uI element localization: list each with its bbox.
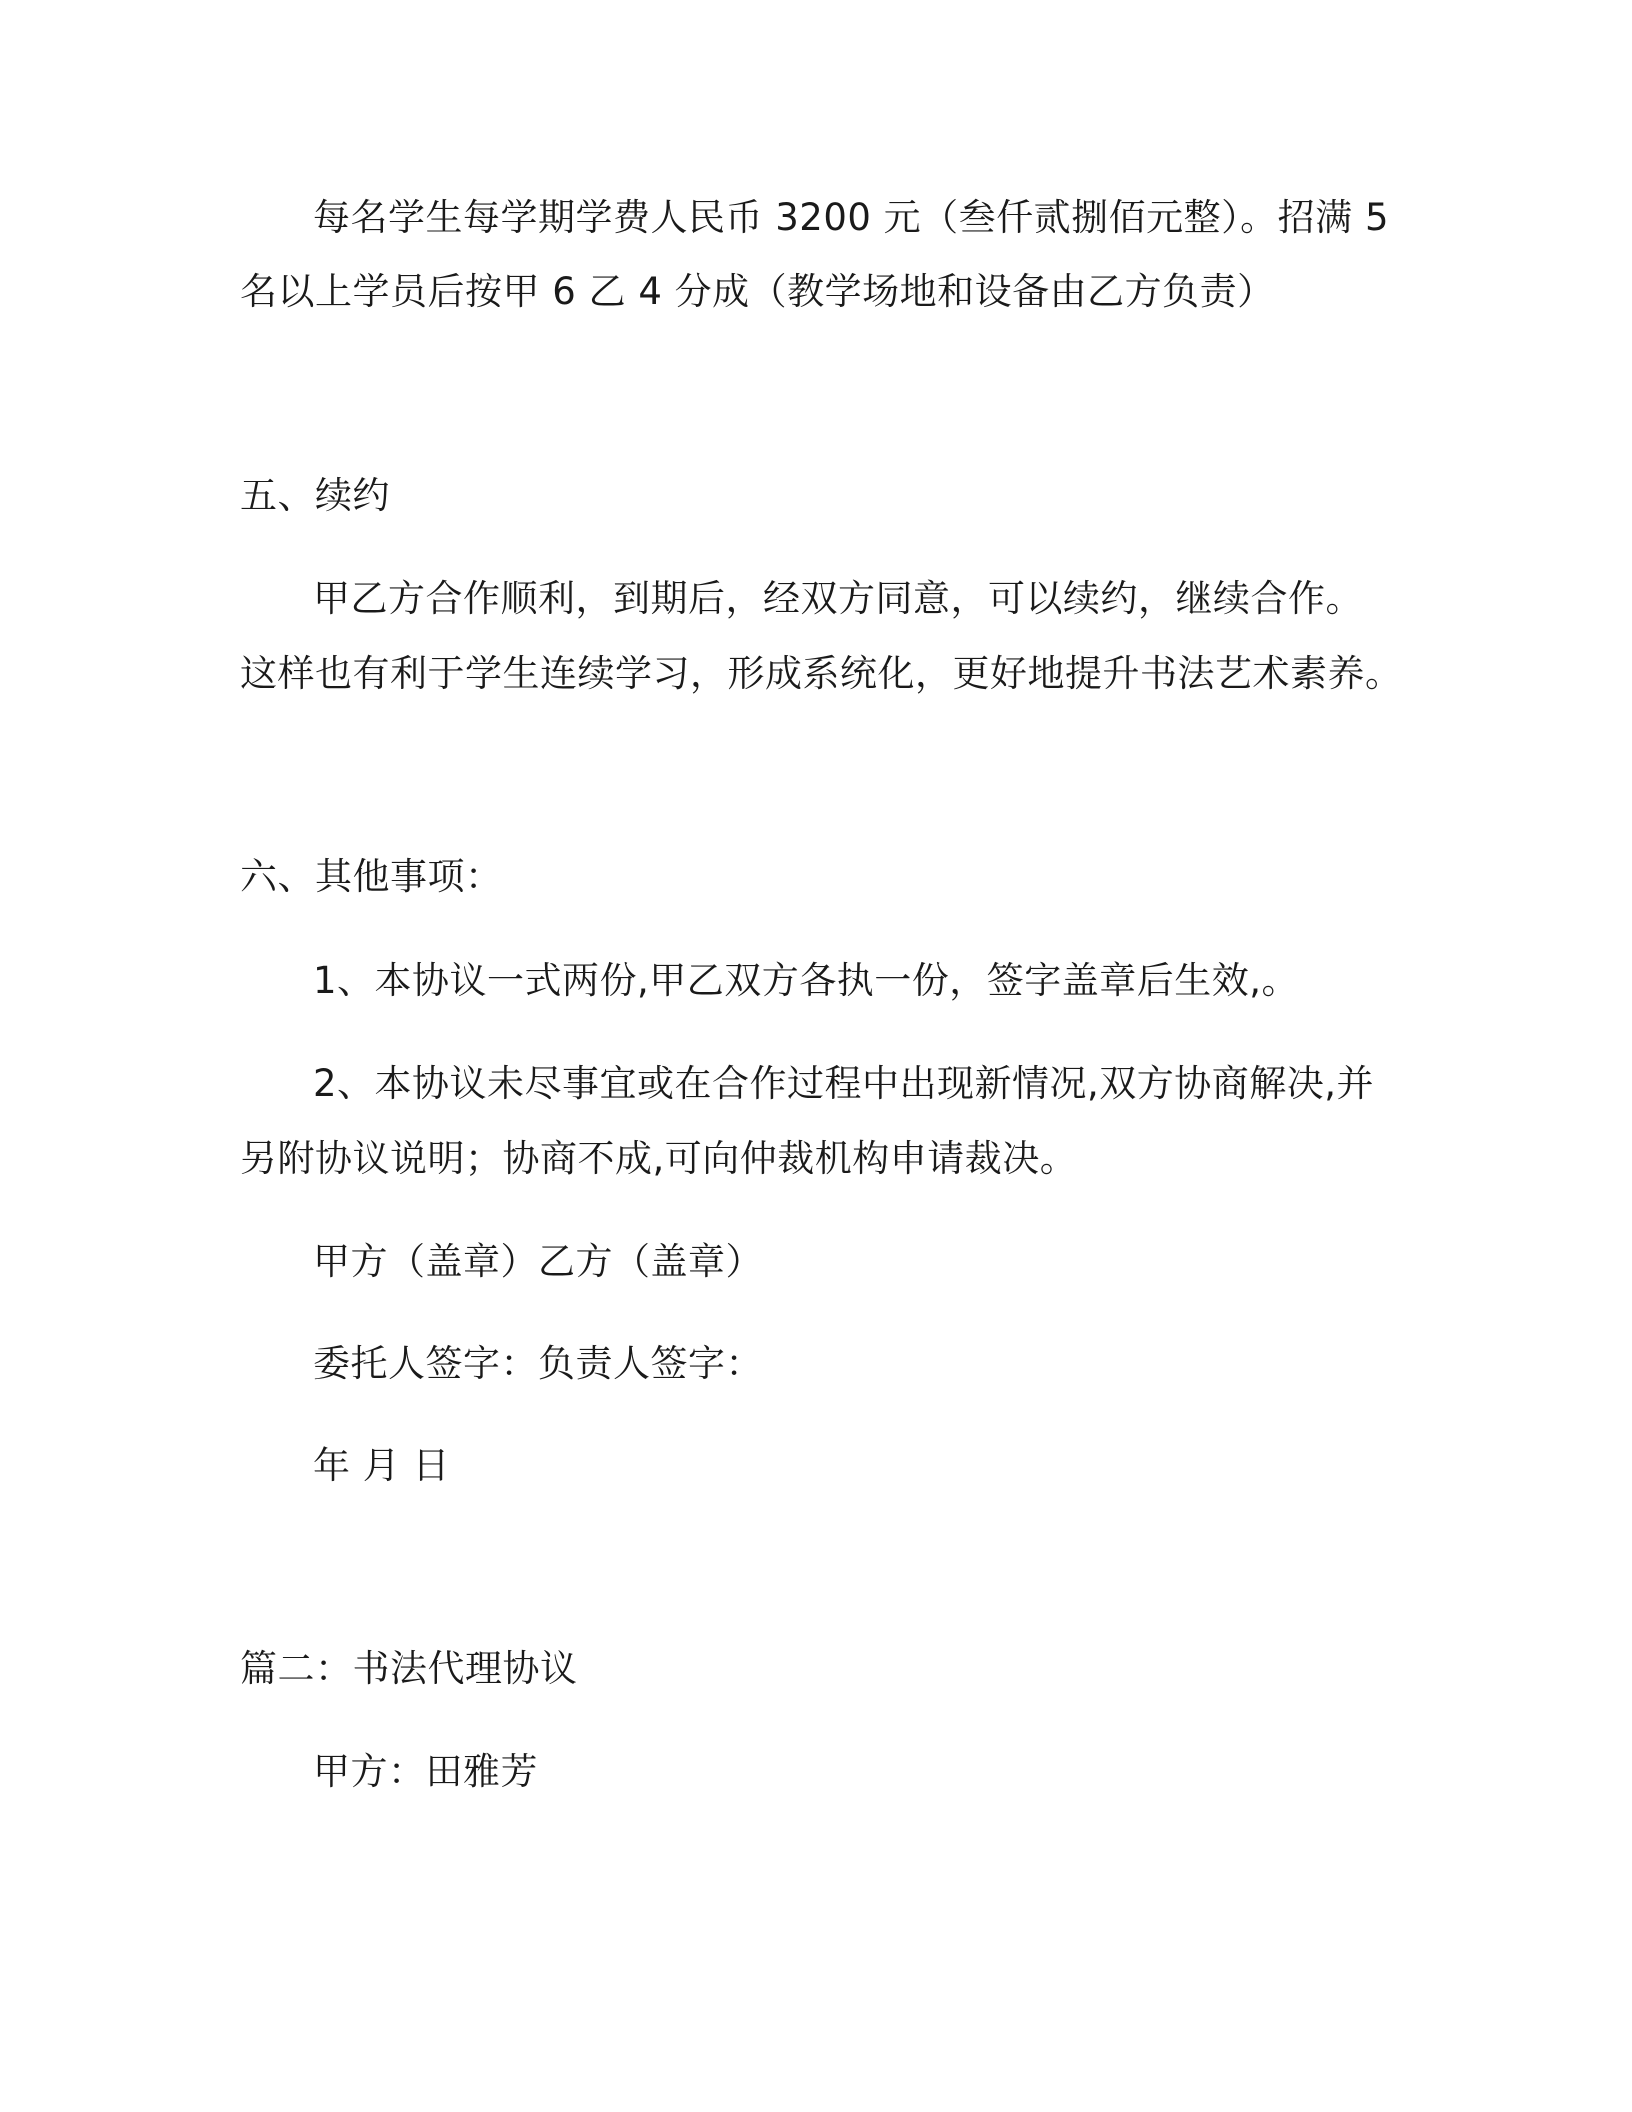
section-5-heading: 五、续约 [240,474,390,517]
section-5-line-2: 这样也有利于学生连续学习，形成系统化，更好地提升书法艺术素养。 [240,652,1403,695]
fee-paragraph-line-2: 名以上学员后按甲 6 乙 4 分成（教学场地和设备由乙方负责） [240,270,1275,313]
section-5-line-1: 甲乙方合作顺利，到期后，经双方同意，可以续约，继续合作。 [313,577,1363,620]
signature-signers: 委托人签字：负责人签字： [313,1342,763,1385]
section-6-heading: 六、其他事项： [240,855,503,898]
fee-paragraph-line-1: 每名学生每学期学费人民币 3200 元（叁仟贰捌佰元整）。招满 5 [313,196,1389,239]
section-6-item-2-line-1: 2、本协议未尽事宜或在合作过程中出现新情况,双方协商解决,并 [313,1062,1375,1105]
signature-stamps: 甲方（盖章）乙方（盖章） [313,1240,763,1283]
part-2-party-a: 甲方：田雅芳 [313,1750,538,1793]
part-2-heading: 篇二：书法代理协议 [240,1647,578,1690]
section-6-item-2-line-2: 另附协议说明；协商不成,可向仲裁机构申请裁决。 [240,1137,1078,1180]
section-6-item-1: 1、本协议一式两份,甲乙双方各执一份，签字盖章后生效,。 [313,959,1300,1002]
signature-date: 年 月 日 [313,1444,451,1487]
